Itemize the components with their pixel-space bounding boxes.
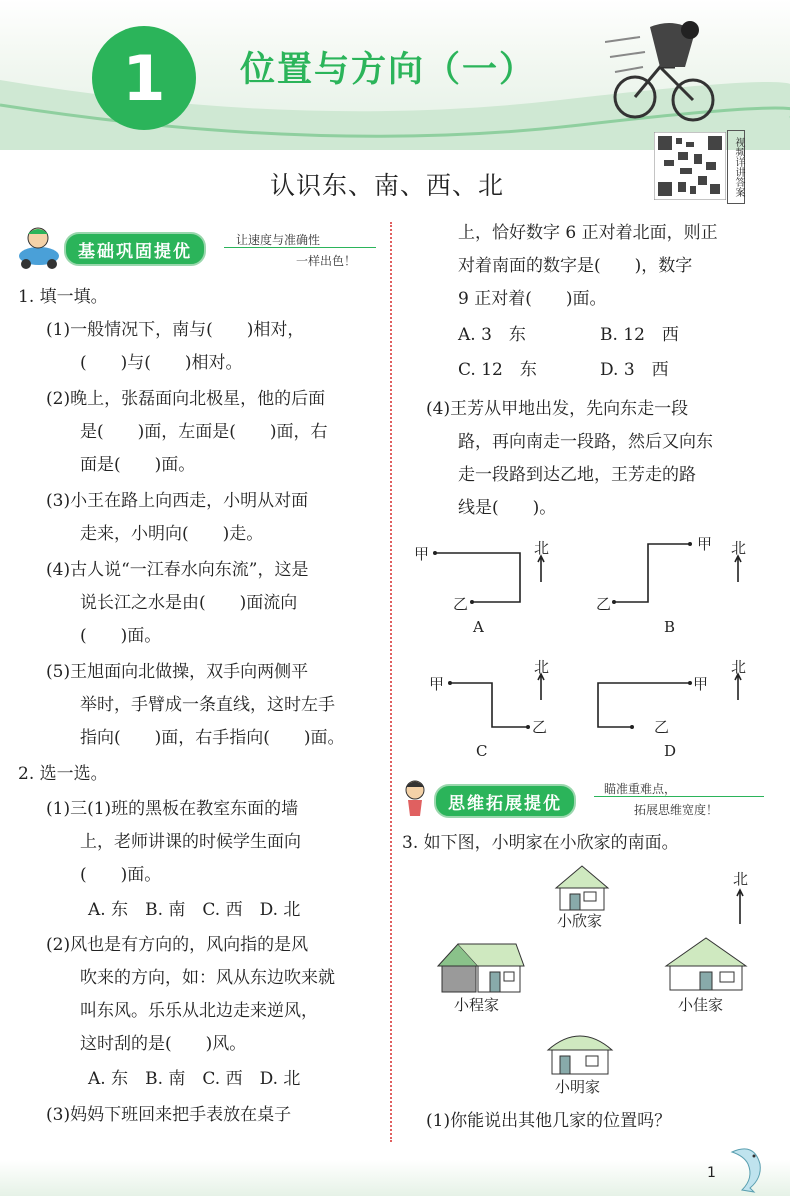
badge2-note-1: 瞄准重难点， — [604, 782, 677, 796]
route-label-b: B — [664, 618, 676, 636]
route-a-end: 乙 — [453, 595, 469, 613]
note-underline-2 — [594, 796, 764, 797]
q2-4-line3: 走一段路到达乙地，王芳走的路 — [458, 465, 696, 485]
q2-4-line1: (4)王芳从甲地出发，先向东走一段 — [426, 399, 689, 419]
q1-4-line2: 说长江之水是由( )面流向 — [80, 593, 298, 613]
q1-5-line2: 举时，手臂成一条直线，这时左手 — [80, 695, 335, 715]
house-xiaoxin — [556, 866, 608, 910]
q1-4-line1: (4)古人说“一江春水向东流”，这是 — [46, 560, 309, 580]
houses-north-label: 北 — [733, 870, 749, 888]
route-c-end: 乙 — [532, 718, 548, 736]
q2-2-line4: 这时刮的是( )风。 — [80, 1034, 247, 1054]
q2-3-line4: 9 正对着( )面。 — [458, 289, 607, 309]
q1-3-line2: 走来，小明向( )走。 — [80, 524, 264, 544]
route-b-start: 甲 — [697, 535, 713, 553]
q3-1-line: (1)你能说出其他几家的位置吗？ — [426, 1111, 672, 1131]
route-label-d: D — [664, 742, 677, 760]
section-title: 认识东、南、西、北 — [270, 171, 505, 200]
q2-3-option-b: B. 12 西 — [600, 325, 679, 345]
page-number: 1 — [707, 1165, 716, 1181]
qr-caption: 视频详讲答案 — [727, 130, 745, 204]
route-c-north: 北 — [534, 658, 550, 676]
route-c-start: 甲 — [429, 675, 445, 693]
q2-2-options: A. 东 B. 南 C. 西 D. 北 — [88, 1069, 301, 1089]
cyclist-illustration — [605, 12, 725, 127]
q2-1-options: A. 东 B. 南 C. 西 D. 北 — [88, 900, 301, 920]
q2-3-option-d: D. 3 西 — [600, 360, 669, 380]
q2-4-line2: 路，再向南走一段路，然后又向东 — [458, 432, 713, 452]
q2-3-line1: (3)妈妈下班回来把手表放在桌子 — [46, 1105, 292, 1125]
chapter-title: 位置与方向（一） — [240, 50, 537, 90]
route-a-north: 北 — [534, 539, 550, 557]
label-xiaojia: 小佳家 — [678, 996, 724, 1014]
house-xiaojia — [666, 938, 746, 990]
badge1-note-2: 一样出色！ — [296, 254, 357, 268]
house-xiaoming — [548, 1036, 612, 1074]
dolphin-icon — [724, 1142, 768, 1194]
route-label-a: A — [473, 618, 484, 636]
route-b-north: 北 — [731, 539, 747, 557]
q2-1-line1: (1)三(1)班的黑板在教室东面的墙 — [46, 799, 299, 819]
q2-1-line2: 上，老师讲课的时候学生面向 — [80, 832, 301, 852]
q2-3-line3: 对着南面的数字是( )，数字 — [458, 256, 693, 276]
route-label-c: C — [476, 742, 488, 760]
q1-2-line3: 面是( )面。 — [80, 455, 196, 475]
label-xiaocheng: 小程家 — [454, 996, 500, 1014]
label-xiaoxin: 小欣家 — [557, 912, 603, 930]
badge-basic-practice: 基础巩固提优 — [64, 232, 206, 266]
chapter-number: 1 — [92, 26, 196, 130]
column-divider — [390, 222, 392, 1142]
q1-4-line3: ( )面。 — [80, 626, 162, 646]
q2-2-line2: 吹来的方向，如：风从东边吹来就 — [80, 968, 335, 988]
q1-2-line1: (2)晚上，张磊面向北极星，他的后面 — [46, 389, 326, 409]
kart-icon — [14, 224, 64, 270]
route-d-end: 乙 — [654, 718, 670, 736]
route-d-start: 甲 — [693, 675, 709, 693]
q1-5-line3: 指向( )面，右手指向( )面。 — [80, 728, 345, 748]
badge2-note-2: 拓展思维宽度！ — [634, 803, 719, 817]
footer-band — [0, 1160, 790, 1196]
q3-heading: 3. 如下图，小明家在小欣家的南面。 — [402, 833, 679, 853]
q1-1-line2: ( )与( )相对。 — [80, 353, 243, 373]
house-xiaocheng — [438, 944, 524, 992]
q2-4-line4: 线是( )。 — [458, 498, 557, 518]
q2-1-line3: ( )面。 — [80, 865, 162, 885]
houses-diagram — [430, 858, 780, 1098]
q2-3-line2: 上，恰好数字 6 正对着北面，则正 — [458, 223, 718, 243]
route-b-end: 乙 — [596, 595, 612, 613]
q2-3-option-a: A. 3 东 — [458, 325, 526, 345]
q1-5-line1: (5)王旭面向北做操，双手向两侧平 — [46, 662, 309, 682]
q2-heading: 2. 选一选。 — [18, 764, 108, 784]
qr-code — [654, 132, 726, 200]
badge1-note-1: 让速度与准确性 — [236, 233, 321, 247]
q2-2-line1: (2)风也是有方向的，风向指的是风 — [46, 935, 309, 955]
q1-2-line2: 是( )面，左面是( )面，右 — [80, 422, 328, 442]
route-diagrams — [400, 530, 780, 770]
q2-3-option-c: C. 12 东 — [458, 360, 537, 380]
route-a-start: 甲 — [414, 545, 430, 563]
q1-heading: 1. 填一填。 — [18, 287, 108, 307]
route-d-north: 北 — [731, 658, 747, 676]
q1-3-line1: (3)小王在路上向西走，小明从对面 — [46, 491, 309, 511]
note-underline — [224, 247, 376, 248]
label-xiaoming: 小明家 — [555, 1078, 601, 1096]
boy-icon — [398, 778, 432, 818]
q2-2-line3: 叫东风。乐乐从北边走来逆风， — [80, 1001, 318, 1021]
badge-thinking-extension: 思维拓展提优 — [434, 784, 576, 818]
q1-1-line1: (1)一般情况下，南与( )相对， — [46, 320, 305, 340]
